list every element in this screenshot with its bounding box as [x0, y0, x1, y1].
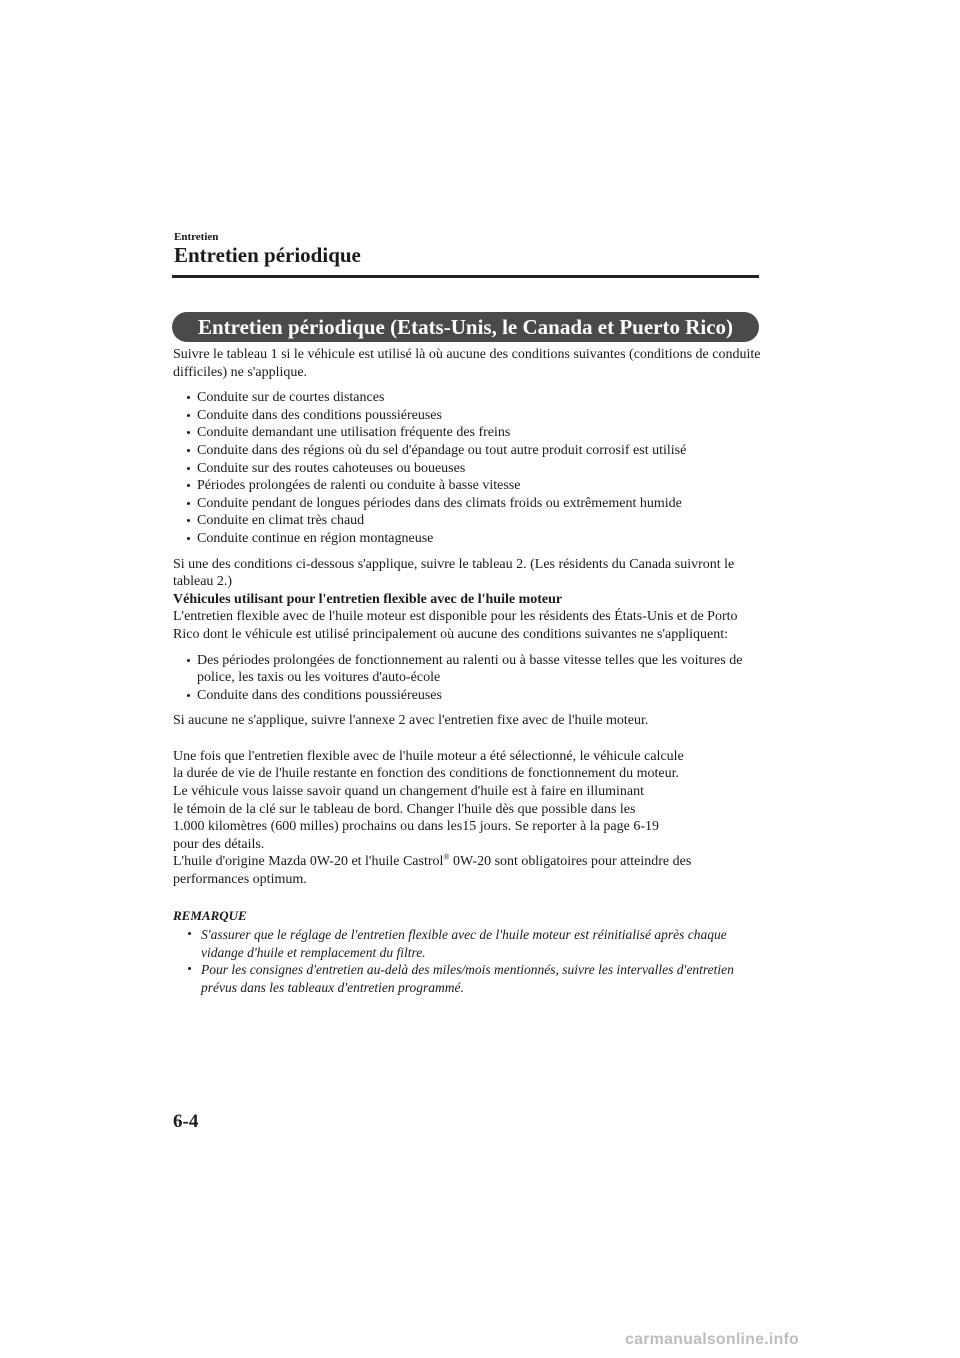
oil-life-line: le témoin de la clé sur le tableau de bord. Changer l'huile dès que possible dans les: [173, 801, 636, 817]
watermark: carmanualsonline.info: [625, 1331, 800, 1348]
list-item: Des périodes prolongées de fonctionnement au ralenti ou à basse vitesse telles que les voitures de police, les taxis ou les voitures d'auto-école: [185, 652, 763, 687]
annex-paragraph: Si aucune ne s'applique, suivre l'annexe 2 avec l'entretien fixe avec de l'huile moteur.: [173, 713, 649, 729]
page-content: [173, 346, 763, 996]
difficult-conditions-list: [173, 389, 763, 547]
header-divider: [172, 275, 759, 278]
list-item: Conduite demandant une utilisation fréquente des freins: [185, 424, 763, 442]
oil-requirement-text-end: 0W-20 sont obligatoires pour atteindre des performances optimum.: [173, 854, 692, 888]
note-heading: REMARQUE: [173, 907, 247, 923]
flex-oil-heading: Véhicules utilisant pour l'entretien flexible avec de l'huile moteur: [173, 591, 563, 607]
list-item: Conduite sur de courtes distances: [185, 389, 763, 407]
oil-life-line: Le véhicule vous laisse savoir quand un changement d'huile est à faire en illuminant: [173, 784, 644, 800]
list-item: Conduite en climat très chaud: [185, 512, 763, 530]
list-item: Conduite continue en région montagneuse: [185, 530, 763, 548]
oil-requirement-text: L'huile d'origine Mazda 0W-20 et l'huile Castrol: [173, 854, 444, 870]
list-item: Périodes prolongées de ralenti ou conduite à basse vitesse: [185, 477, 763, 495]
note-list: [173, 926, 763, 996]
flex-oil-paragraph: L'entretien flexible avec de l'huile moteur est disponible pour les résidents des États-Unis et de Porto Rico dont le véhicule est utilisé principalement où aucune des conditions suivantes ne s'appliquent:: [173, 609, 738, 642]
list-item: Conduite dans des régions où du sel d'épandage ou tout autre produit corrosif est utilisé: [185, 442, 763, 460]
flex-conditions-list: [173, 652, 763, 705]
note-item: S'assurer que le réglage de l'entretien flexible avec de l'huile moteur est réinitialisé après chaque vidange d'huile et remplacement du filtre.: [187, 926, 763, 961]
list-item: Conduite pendant de longues périodes dans des climats froids ou extrêmement humide: [185, 495, 763, 513]
page-title: Entretien périodique: [174, 243, 361, 267]
page-number: 6-4: [173, 1111, 199, 1132]
intro-paragraph: Suivre le tableau 1 si le véhicule est utilisé là où aucune des conditions suivantes (conditions de conduite difficiles) ne s'applique.: [173, 347, 761, 380]
note-item: Pour les consignes d'entretien au-delà des miles/mois mentionnés, suivre les intervalles d'entretien prévus dans les tableaux d'entretien programmé.: [187, 961, 763, 996]
list-item: Conduite sur des routes cahoteuses ou boueuses: [185, 460, 763, 478]
oil-life-line: la durée de vie de l'huile restante en fonction des conditions de fonctionnement du moteur.: [173, 766, 679, 782]
chapter-label: Entretien: [174, 231, 219, 243]
registered-mark: ®: [443, 852, 450, 862]
oil-life-line: pour des détails.: [173, 836, 265, 852]
oil-life-line: 1.000 kilomètres (600 milles) prochains ou dans les15 jours. Se reporter à la page 6-19: [173, 819, 659, 835]
list-item: Conduite dans des conditions poussiéreuses: [185, 687, 763, 705]
oil-life-line: Une fois que l'entretien flexible avec de l'huile moteur a été sélectionné, le véhicule calcule: [173, 748, 684, 764]
section-banner: Entretien périodique (Etats-Unis, le Canada et Puerto Rico): [172, 312, 759, 342]
oil-life-paragraph: [173, 748, 763, 889]
table2-paragraph: Si une des conditions ci-dessous s'applique, suivre le tableau 2. (Les résidents du Canada suivront le tableau 2.): [173, 556, 735, 590]
list-item: Conduite dans des conditions poussiéreuses: [185, 407, 763, 425]
